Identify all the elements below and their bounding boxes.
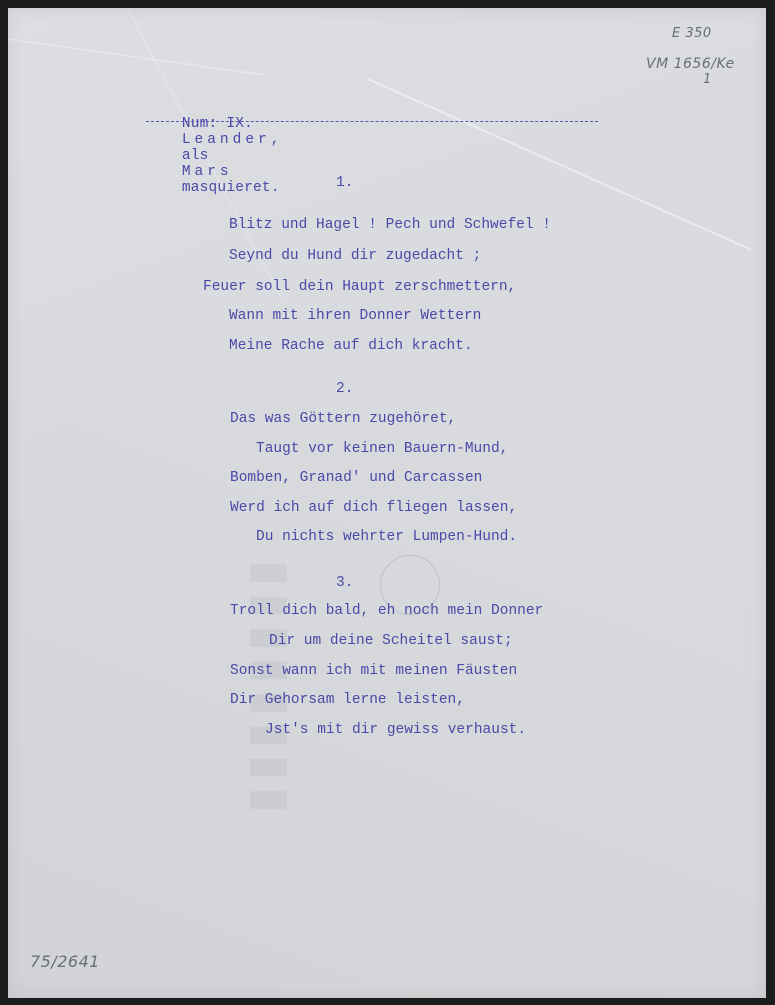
verse-line: Sonst wann ich mit meinen Fäusten [230, 663, 518, 679]
shelfmark: VM 1656/Ke [646, 56, 735, 72]
heading-suffix: masquieret. [181, 180, 280, 196]
stanza-number: 2. [336, 381, 354, 397]
archive-code: E 350 [672, 26, 712, 41]
verse-line: Jst's mit dir gewiss verhaust. [265, 722, 527, 738]
verse-line: Werd ich auf dich fliegen lassen, [230, 500, 518, 516]
verse-line: Dir Gehorsam lerne leisten, [230, 692, 465, 708]
verse-line: Das was Göttern zugehöret, [230, 411, 457, 427]
heading-name-1: Leander, [181, 132, 284, 148]
heading-prefix: Num: IX. [181, 116, 254, 132]
paper-crease [8, 38, 266, 76]
faded-watermark: ▮▮▮▮▮▮▮▮ [244, 560, 300, 820]
verse-line: Blitz und Hagel ! Pech und Schwefel ! [229, 217, 551, 233]
verse-line: Dir um deine Scheitel saust; [269, 633, 513, 649]
verse-line: Du nichts wehrter Lumpen-Hund. [256, 529, 518, 545]
shelfmark-sub: 1 [703, 72, 712, 87]
stanza-number: 3. [336, 575, 354, 591]
verse-line: Feuer soll dein Haupt zerschmettern, [203, 279, 517, 295]
heading-underline [146, 121, 598, 122]
verse-line: Taugt vor keinen Bauern-Mund, [256, 441, 509, 457]
archive-bottom-number: 75/2641 [30, 952, 100, 971]
heading-name-2: Mars [181, 164, 233, 180]
verse-line: Wann mit ihren Donner Wettern [229, 308, 482, 324]
verse-line: Seynd du Hund dir zugedacht ; [229, 248, 482, 264]
verse-line: Meine Rache auf dich kracht. [229, 338, 473, 354]
poem-heading [164, 100, 283, 196]
verse-line: Bomben, Granad' und Carcassen [230, 470, 483, 486]
heading-als: als [181, 148, 209, 164]
verse-line: Troll dich bald, eh noch mein Donner [230, 603, 544, 619]
stanza-number: 1. [336, 175, 354, 191]
